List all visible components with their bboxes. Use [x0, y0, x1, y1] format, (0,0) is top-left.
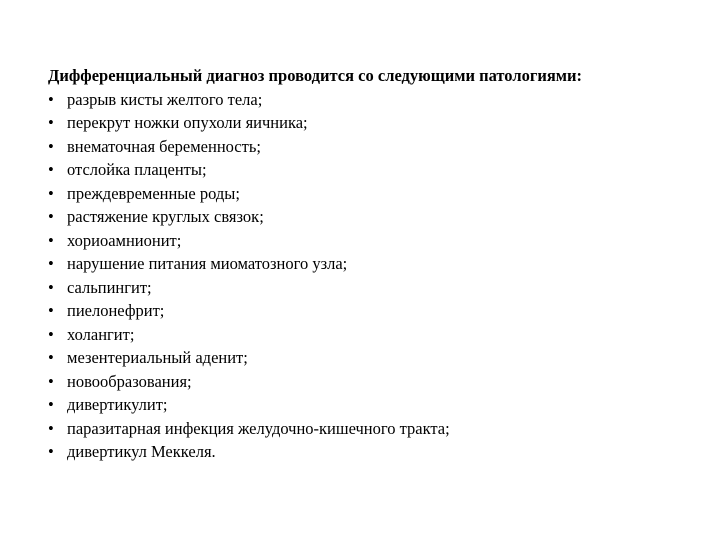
list-item-text: сальпингит;: [67, 277, 152, 297]
list-item-text: растяжение круглых связок;: [67, 207, 264, 226]
bullet-icon: •: [48, 160, 54, 179]
list-item: [48, 393, 688, 417]
bullet-icon: •: [48, 183, 54, 203]
bullet-icon: •: [48, 324, 54, 344]
list-item-text: мезентериальный аденит;: [67, 348, 248, 367]
list-item: [48, 88, 688, 112]
list-item-text: дивертикулит;: [67, 395, 168, 414]
list-item: [48, 135, 688, 159]
list-item-text: новообразования;: [67, 371, 192, 391]
diagnosis-list: [48, 88, 688, 464]
list-item-text: разрыв кисты желтого тела;: [67, 89, 263, 109]
list-item-text: пиелонефрит;: [67, 301, 165, 320]
list-item-text: отслойка плаценты;: [67, 160, 207, 179]
list-item: [48, 229, 688, 253]
list-item: [48, 440, 688, 464]
bullet-icon: •: [48, 230, 54, 250]
list-item: [48, 417, 688, 441]
bullet-icon: •: [48, 277, 54, 297]
list-item: [48, 299, 688, 323]
list-item: [48, 111, 688, 135]
bullet-icon: •: [48, 442, 54, 461]
bullet-icon: •: [48, 89, 54, 109]
bullet-icon: •: [48, 395, 54, 414]
bullet-icon: •: [48, 254, 54, 273]
list-item: [48, 158, 688, 182]
bullet-icon: •: [48, 301, 54, 320]
list-item: [48, 276, 688, 300]
list-item: [48, 205, 688, 229]
list-item: [48, 370, 688, 394]
list-item: [48, 182, 688, 206]
list-item-text: внематочная беременность;: [67, 136, 261, 156]
bullet-icon: •: [48, 113, 54, 132]
list-item-text: преждевременные роды;: [67, 183, 240, 203]
list-item-text: паразитарная инфекция желудочно-кишечного тракта;: [67, 418, 450, 438]
list-item: [48, 346, 688, 370]
document-content: [48, 64, 688, 464]
bullet-icon: •: [48, 348, 54, 367]
list-item: [48, 323, 688, 347]
bullet-icon: •: [48, 371, 54, 391]
list-item-text: дивертикул Меккеля.: [67, 442, 216, 461]
document-heading: Дифференциальный диагноз проводится со следующими патологиями:: [48, 66, 582, 85]
list-item-text: хориоамнионит;: [67, 230, 182, 250]
list-item-text: перекрут ножки опухоли яичника;: [67, 113, 308, 132]
bullet-icon: •: [48, 207, 54, 226]
list-item: [48, 252, 688, 276]
list-item-text: холангит;: [67, 324, 135, 344]
bullet-icon: •: [48, 418, 54, 438]
bullet-icon: •: [48, 136, 54, 156]
list-item-text: нарушение питания миоматозного узла;: [67, 254, 348, 273]
